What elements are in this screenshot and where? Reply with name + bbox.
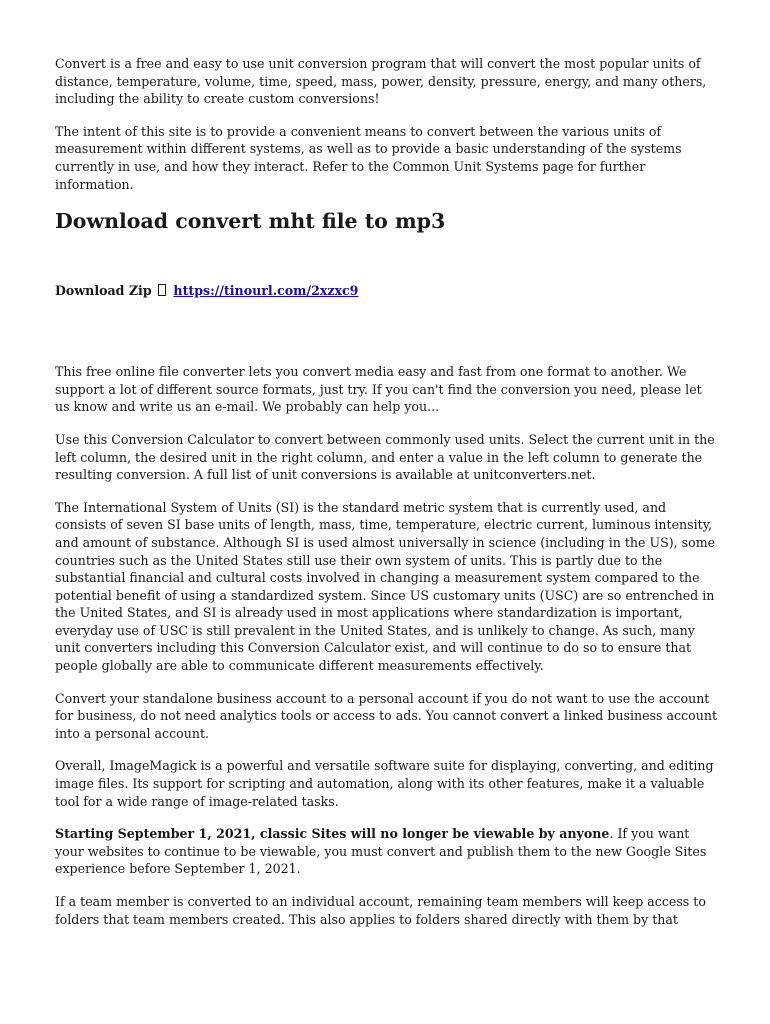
arrow-icon — [158, 284, 166, 296]
sites-notice-paragraph — [55, 825, 717, 878]
body-paragraph-4: Convert your standalone business account to a personal account if you do not want to use the account for business, do not need analytics tools or access to ads. You cannot convert a linked business account into a personal account. — [55, 690, 718, 741]
sites-notice-bold: Starting September 1, 2021, classic Sites will no longer be viewable by anyone — [55, 826, 610, 842]
document-page — [55, 55, 717, 943]
sites-notice-rest: . If you want your websites to continue to be viewable, you must convert and publish them to the new Google Sites experience before September 1, 2021. — [55, 826, 707, 877]
intro-paragraph-2: The intent of this site is to provide a convenient means to convert between the various units of measurement within different systems, as well as to provide a basic understanding of the systems currently in use, and how they interact. Refer to the Common Unit Systems page for further information. — [55, 123, 682, 192]
intro-paragraph-1: Convert is a free and easy to use unit conversion program that will convert the most popular units of distance, temperature, volume, time, speed, mass, power, density, pressure, energy, and many others, including the ability to create custom conversions! — [55, 56, 707, 107]
body-paragraph-3: The International System of Units (SI) is the standard metric system that is currently used, and consists of seven SI base units of length, mass, time, temperature, electric current, luminous intensity, and amount of substance. Although SI is used almost universally in science (including in the US), some countries such as the United States still use their own system of units. This is partly due to the substantial financial and cultural costs involved in changing a measurement system compared to the potential benefit of using a standardized system. Since US customary units (USC) are so entrenched in the United States, and SI is already used in most applications where standardization is important, everyday use of USC is still prevalent in the United States, and is unlikely to change. As such, many unit converters including this Conversion Calculator exist, and will continue to do so to ensure that people globally are able to communicate different measurements effectively. — [55, 499, 716, 674]
download-link[interactable]: https://tinourl.com/2xzxc9 — [173, 283, 359, 299]
page-title: Download convert mht file to mp3 — [55, 209, 446, 234]
body-paragraph-1: This free online file converter lets you convert media easy and fast from one format to another. We support a lot of different source formats, just try. If you can't find the conversion you need, please let us know and write us an e-mail. We probably can help you... — [55, 364, 702, 415]
body-paragraph-last: If a team member is converted to an individual account, remaining team members will keep access to folders that team members created. This also applies to folders shared directly with them by that — [55, 894, 706, 927]
body-paragraph-5: Overall, ImageMagick is a powerful and versatile software suite for displaying, converting, and editing image files. Its support for scripting and automation, along with its other features, make it a valuable tool for a wide range of image-related tasks. — [55, 758, 714, 809]
download-line — [55, 282, 717, 299]
body-paragraph-2: Use this Conversion Calculator to convert between commonly used units. Select the current unit in the left column, the desired unit in the right column, and enter a value in the left column to generate the resulting conversion. A full list of unit conversions is available at unitconverters.net. — [55, 431, 715, 483]
download-label: Download Zip — [55, 283, 152, 299]
